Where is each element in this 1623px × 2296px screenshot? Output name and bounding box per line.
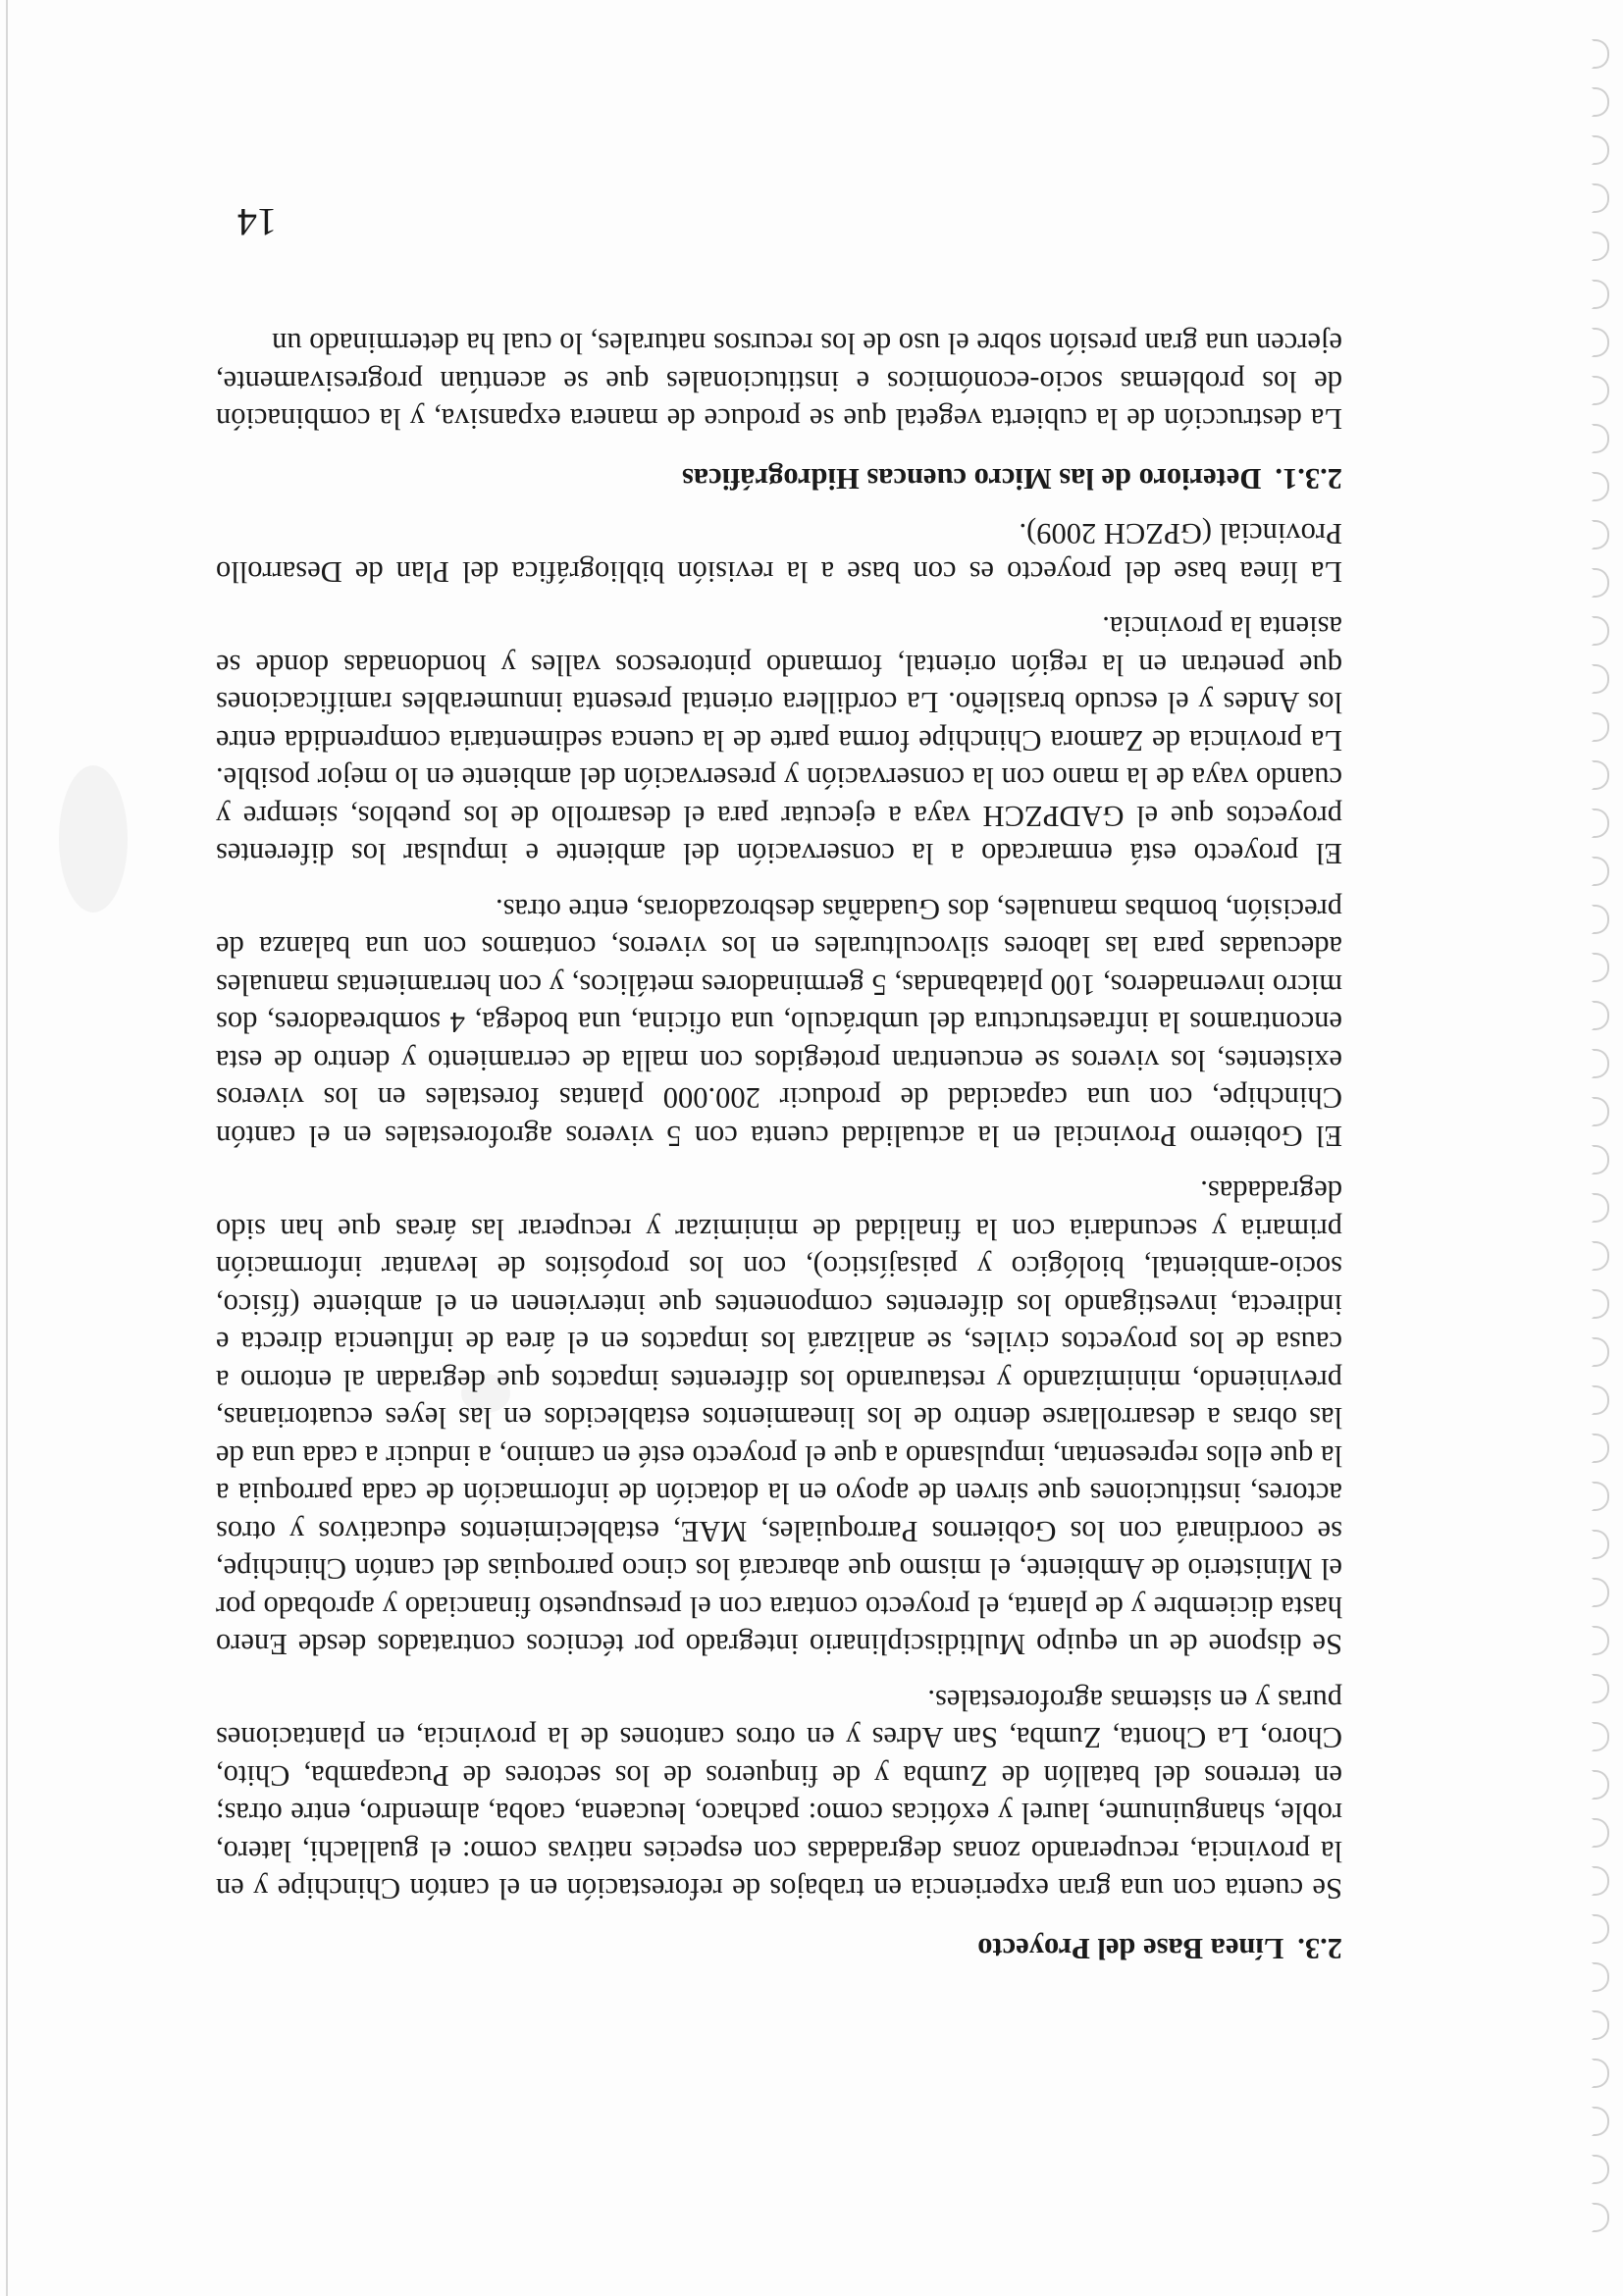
section-title: Línea Base del Proyecto <box>977 1932 1284 1965</box>
page-number: 14 <box>237 200 277 244</box>
paragraph: El proyecto está enmarcado a la conservación del ambiente e impulsar los diferentes proyectos que el GADPZCH vaya a ejecutar para el desarrollo de los pueblos, siempre y cuando vaya de la mano con la conservación y preservación del ambiente en lo mejor posible. La provincia de Zamora Chinchipe forma parte de la cuenca sedimentaria comprendida entre los Andes y el escudo brasileño. La cordillera oriental presenta innumerables ramificaciones que penetran en la región oriental, formando pintorescos valles y hondonadas donde se asienta la provincia. <box>216 610 1342 871</box>
paragraph: El Gobierno Provincial en la actualidad cuenta con 5 viveros agroforestales en el cantón Chinchipe, con una capacidad de producir 200.000 plantas forestales en los viveros existentes, los viveros se encuentran protegidos con malla de cerramiento y dentro de esta encontramos la infraestructura del umbráculo, una oficina, una bodega, 4 sombreadores, dos micro invernaderos, 100 platabandas, 5 germinadores metálicos, y con herramientas manuales adecuadas para las labores silvoculturales en los viveros, contamos con una balanza de precisión, bombas manuales, dos Guadañas desbrozadoras, entre otras. <box>216 893 1342 1153</box>
section-number: 2.3. <box>1297 1932 1342 1965</box>
paragraph: La línea base del proyecto es con base a la revisión bibliográfica del Plan de Desarrollo Provincial (GPZCH 2009). <box>216 517 1342 589</box>
document-body <box>216 307 1342 1967</box>
section-heading <box>216 1930 1342 1968</box>
subsection-title: Deterioro de las Micro cuencas Hidrográficas <box>681 462 1262 496</box>
subsection-heading <box>216 460 1342 498</box>
paragraph: Se dispone de un equipo Multidisciplinario integrado por técnicos contratados desde Enero hasta diciembre y de planta, el proyecto contara con el presupuesto financiado y aprobado por el Ministerio de Ambiente, el mismo que abarcará los cinco parroquias del cantón Chinchipe, se coordinará con los Gobiernos Parroquiales, MAE, establecimientos educativos y otros actores, instituciones que sirven de apoyo en la dotación de información de cada parroquia a la que ellos representan, impulsando a que el proyecto esté en camino, a inducir a cada una de las obras a desarrollarse dentro de los lineamientos establecidos en las leyes ecuatorianas, previniendo, minimizando y restaurando los diferentes impactos que degradan al entorno a causa de los proyectos civiles, se analizará los impactos en el área de influencia directa e indirecta, investigando los diferentes componentes que intervienen en el ambiente (físico, socio-ambiental, biológico y paisajístico), con los propósitos de levantar información primaria y secundaria con la finalidad de minimizar y recuperar las áreas que han sido degradadas. <box>216 1174 1342 1662</box>
subsection-number: 2.3.1. <box>1275 462 1342 496</box>
paragraph: La destrucción de la cubierta vegetal que se produce de manera expansiva, y la combinación de los problemas socio-económicos e institucionales que se acentúan progresivamente, ejercen una gran presión sobre el uso de los recursos naturales, lo cual ha determinado un <box>216 327 1342 437</box>
paragraph: Se cuenta con una gran experiencia en trabajos de reforestación en el cantón Chinchipe y en la provincia, recuperando zonas degradadas con especies nativas como: el guallachi, latero, roble, shanguinume, laurel y exóticas como: pachaco, leucaena, caoba, almendro, entre otras; en terrenos del batallón de Zumba y de finqueros de los sectores de Pucapamba, Chito, Choro, La Chonta, Zumba, San Adres y en otros cantones de la provincia, en plantaciones puras y en sistemas agroforestales. <box>216 1684 1342 1906</box>
